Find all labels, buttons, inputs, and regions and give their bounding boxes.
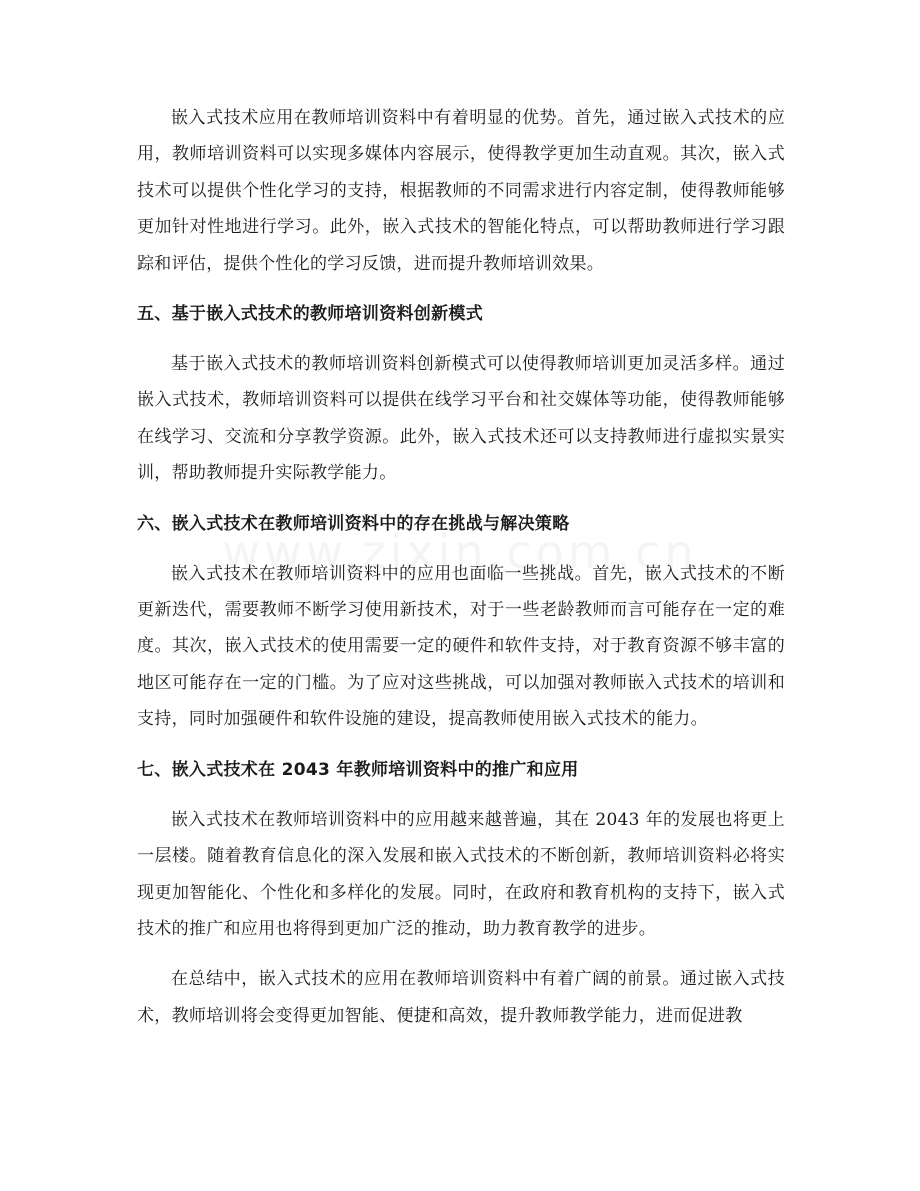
paragraph-innovation-model: 基于嵌入式技术的教师培训资料创新模式可以使得教师培训更加灵活多样。通过嵌入式技术，教师培训资料可以提供在线学习平台和社交媒体等功能，使得教师能够在线学习、交流和分享教学资源。此外，嵌入式技术还可以支持教师进行虚拟实景实训，帮助教师提升实际教学能力。	[137, 354, 785, 484]
section-heading-7: 七、嵌入式技术在 2043 年教师培训资料中的推广和应用	[137, 759, 579, 780]
paragraph-challenges: 嵌入式技术在教师培训资料中的应用也面临一些挑战。首先，嵌入式技术的不断更新迭代，需要教师不断学习使用新技术，对于一些老龄教师而言可能存在一定的难度。其次，嵌入式技术的使用需要一定的硬件和软件支持，对于教育资源不够丰富的地区可能存在一定的门槛。为了应对这些挑战，可以加强对教师嵌入式技术的培训和支持，同时加强硬件和软件设施的建设，提高教师使用嵌入式技术的能力。	[137, 563, 785, 730]
section-heading-6: 六、嵌入式技术在教师培训资料中的存在挑战与解决策略	[137, 513, 570, 534]
section-heading-5: 五、基于嵌入式技术的教师培训资料创新模式	[137, 304, 483, 325]
document-body	[137, 100, 785, 1048]
paragraph-summary: 在总结中，嵌入式技术的应用在教师培训资料中有着广阔的前景。通过嵌入式技术，教师培训将会变得更加智能、便捷和高效，提升教师教学能力，进而促进教	[137, 969, 785, 1026]
paragraph-advantages: 嵌入式技术应用在教师培训资料中有着明显的优势。首先，通过嵌入式技术的应用，教师培训资料可以实现多媒体内容展示，使得教学更加生动直观。其次，嵌入式技术可以提供个性化学习的支持，根据教师的不同需求进行内容定制，使得教师能够更加针对性地进行学习。此外，嵌入式技术的智能化特点，可以帮助教师进行学习跟踪和评估，提供个性化的学习反馈，进而提升教师培训效果。	[137, 108, 785, 274]
paragraph-promotion: 嵌入式技术在教师培训资料中的应用越来越普遍，其在 2043 年的发展也将更上一层楼。随着教育信息化的深入发展和嵌入式技术的不断创新，教师培训资料必将实现更加智能化、个性化和多样化的发展。同时，在政府和教育机构的支持下，嵌入式技术的推广和应用也将得到更加广泛的推动，助力教育教学的进步。	[137, 809, 785, 939]
